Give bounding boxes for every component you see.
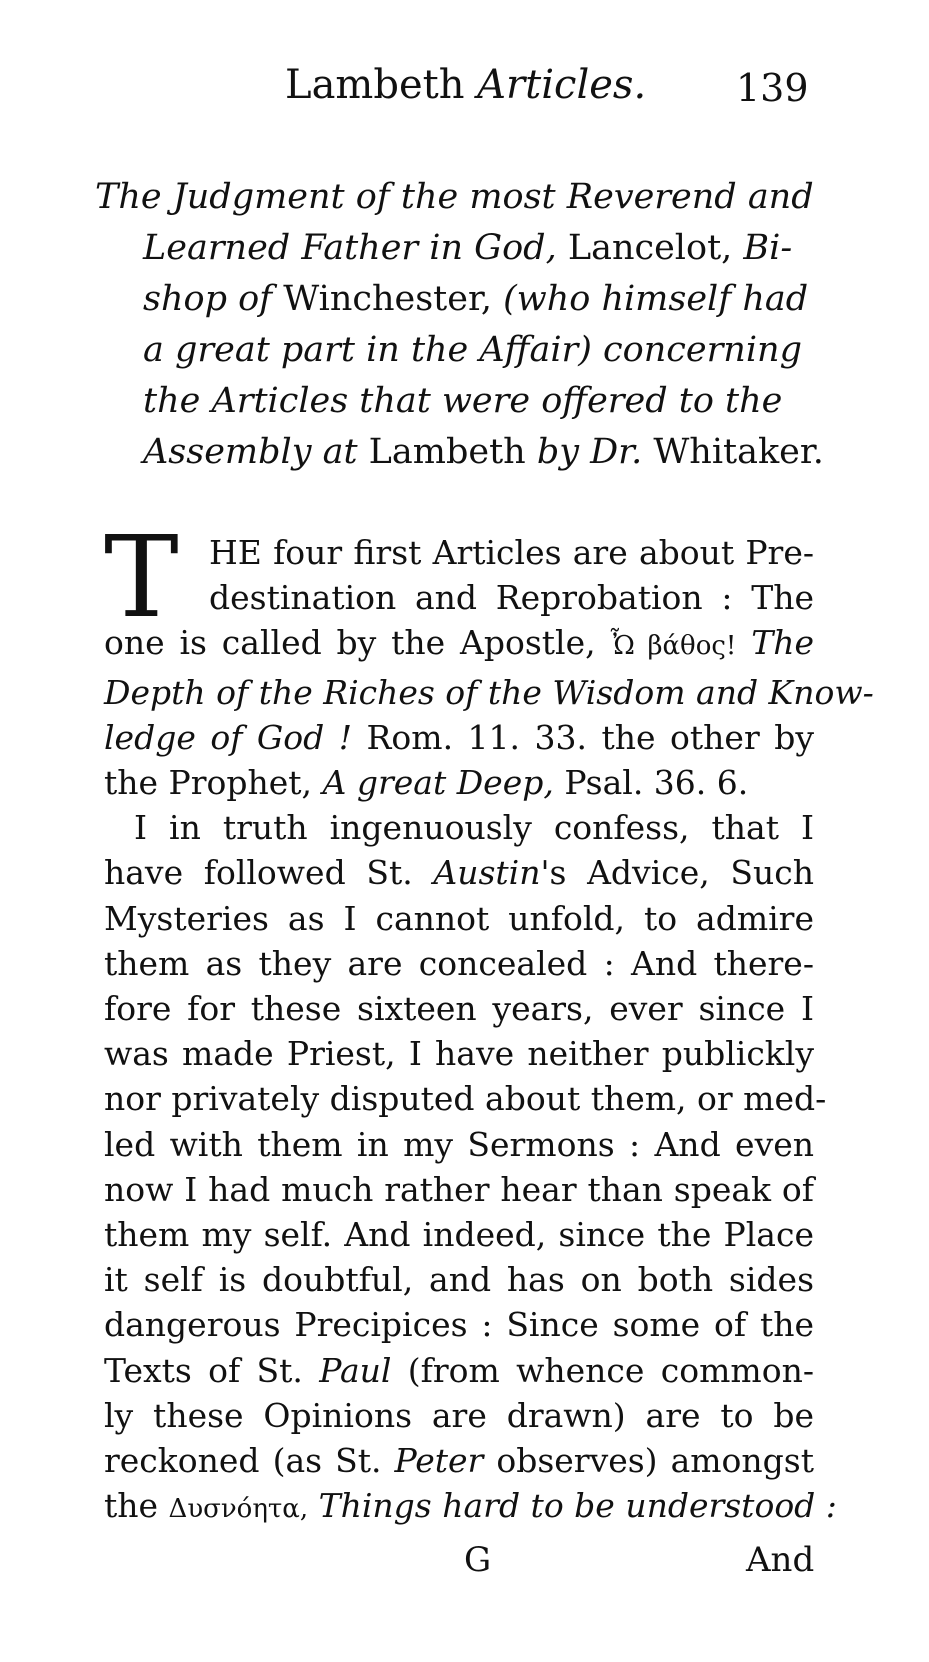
text-line: I in truth ingenuously confess, that I [134,808,814,848]
text-span: 's Advice, Such [540,853,814,893]
heading-line [95,223,815,274]
text-line [104,670,874,715]
text-line [104,620,814,669]
heading-text: Learned Father in God, [143,228,557,268]
heading-name: Lambeth [357,432,537,472]
heading-name: Lancelot, [556,228,744,268]
running-head [0,62,929,122]
text-line: them my self. And indeed, since the Place [104,1215,814,1255]
text-line: led with them in my Sermons : And even [104,1124,814,1164]
page-footer [0,1540,929,1590]
signature-mark: G [464,1540,492,1580]
heading-line [95,274,815,325]
text-line: fore for these sixteen years, ever since I [104,989,814,1029]
text-line [104,1483,837,1532]
italic-text: Paul [319,1350,392,1390]
catchword: And [746,1540,815,1580]
heading-text: the Articles that were offered to the [143,381,783,421]
text-line [104,715,814,760]
greek-text: Δυσνόητα, [168,1494,309,1525]
text-span: Psal. 36. 6. [553,763,749,803]
text-line: ly these Opinions are drawn) are to be [104,1395,814,1435]
heading-text: a great part in the Affair) concerning [143,330,802,370]
heading-text: (who himself had [503,279,809,319]
heading-name: Whitaker. [642,432,824,472]
running-title [285,62,646,108]
body-text [104,513,874,1532]
page-number: 139 [736,66,809,110]
drop-cap: T [104,513,179,643]
italic-text: Austin [433,853,541,893]
text-span: one is called by the Apostle, [104,623,611,663]
text-line: destination and Reprobation : The [209,578,814,618]
section-heading [95,172,824,478]
heading-text: by Dr. [536,432,643,472]
heading-line [95,376,815,427]
greek-text: Ὦ βάθος! [610,631,737,662]
text-line: now I had much rather hear than speak of [104,1169,814,1209]
text-line [104,760,814,805]
text-line: dangerous Precipices : Since some of the [104,1305,814,1345]
text-line [104,1348,814,1393]
italic-text: ledge of God ! [104,717,353,757]
heading-line [95,325,815,376]
text-line: was made Priest, I have neither publickly [104,1034,814,1074]
text-line: HE four first Articles are about Pre- [209,533,814,572]
text-span: reckoned (as St. [104,1441,395,1481]
heading-text: Bi- [743,228,793,268]
text-span: the [104,1486,169,1526]
heading-name: Winchester, [272,279,504,319]
text-span: observes) amongst [483,1441,814,1481]
running-title-italic: Articles. [477,62,647,108]
text-line: it self is doubtful, and has on both sides [104,1260,814,1300]
italic-text: The [736,623,814,663]
heading-line [95,172,815,223]
running-title-roman: Lambeth [285,62,465,108]
italic-text: A great Deep, [322,763,554,803]
text-span: the Prophet, [104,763,323,803]
italic-text: Peter [394,1441,484,1481]
text-line [104,850,814,895]
italic-text: Things hard to be understood : [308,1486,837,1526]
text-span: Rom. 11. 33. the other by [352,717,814,757]
heading-text: The Judgment of the most Reverend and [95,177,814,217]
text-span: have followed St. [104,853,434,893]
text-line [104,1438,814,1483]
text-line: nor privately disputed about them, or med- [104,1079,827,1119]
heading-line [95,427,824,478]
text-span: (from whence common- [391,1350,814,1390]
text-span: Texts of St. [104,1350,320,1390]
heading-text: Assembly at [143,432,358,472]
heading-text: shop of [143,279,273,319]
italic-text: Depth of the Riches of the Wisdom and Know- [104,672,874,712]
text-line: Mysteries as I cannot unfold, to admire [104,898,814,938]
text-line: them as they are concealed : And there- [104,943,814,983]
